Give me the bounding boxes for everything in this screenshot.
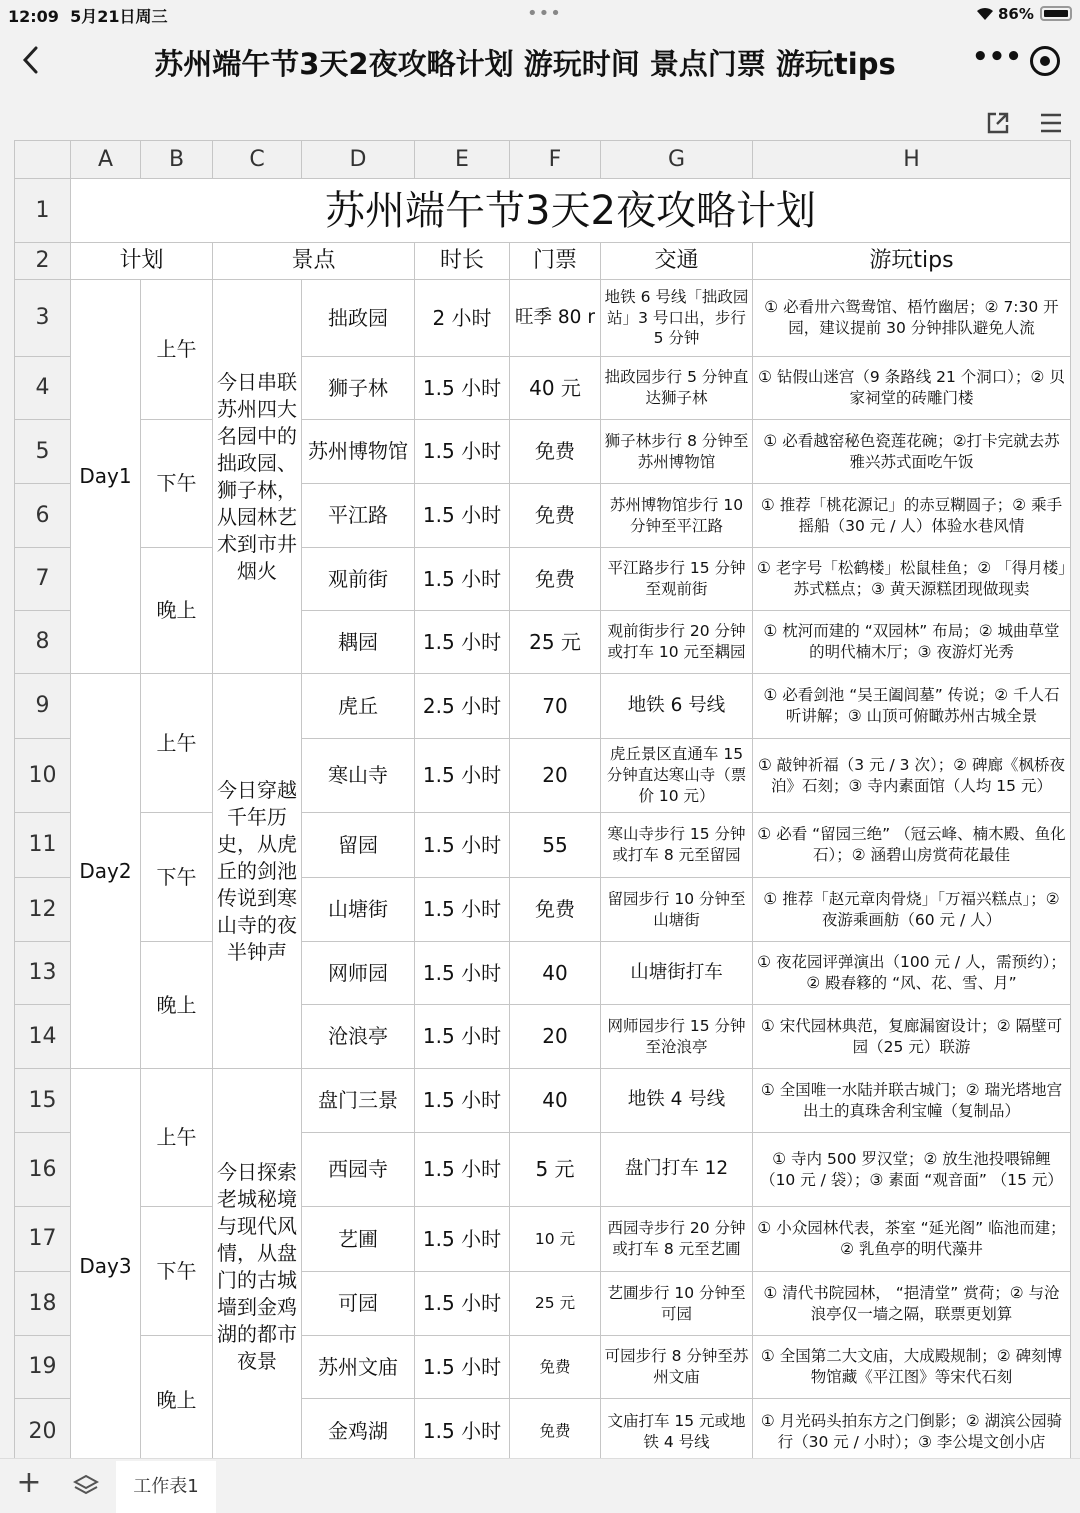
transport-cell[interactable]: 苏州博物馆步行 10 分钟至平江路 [601,484,753,548]
row-number[interactable]: 13 [15,942,71,1005]
row-number[interactable]: 18 [15,1272,71,1336]
sheet-title-cell[interactable]: 苏州端午节3天2夜攻略计划 [71,179,1071,243]
duration-cell[interactable]: 1.5 小时 [415,1207,510,1272]
spot-cell[interactable]: 留园 [302,813,415,878]
ticket-cell[interactable]: 免费 [510,484,601,548]
row-number[interactable]: 3 [15,280,71,357]
add-sheet-button[interactable]: + [16,1465,42,1500]
transport-cell[interactable]: 地铁 6 号线 [601,674,753,739]
spot-cell[interactable]: 苏州博物馆 [302,420,415,484]
ticket-cell[interactable]: 40 元 [510,357,601,420]
header-ticket[interactable]: 门票 [510,243,601,280]
menu-icon[interactable] [1038,110,1064,136]
period-cell[interactable]: 下午 [141,813,213,942]
tips-cell[interactable]: ① 全国唯一水陆并联古城门；② 瑞光塔地宫出土的真珠舍利宝幢（复制品） [753,1069,1071,1133]
battery-icon [1040,6,1072,21]
column-header[interactable]: F [510,141,601,179]
row-number[interactable]: 14 [15,1005,71,1069]
tips-cell[interactable]: ① 钻假山迷宫（9 条路线 21 个洞口）；② 贝家祠堂的砖雕门楼 [753,357,1071,420]
ticket-cell[interactable]: 25 元 [510,611,601,674]
spot-cell[interactable]: 耦园 [302,611,415,674]
row-number[interactable]: 4 [15,357,71,420]
column-header[interactable]: A [71,141,141,179]
spot-cell[interactable]: 拙政园 [302,280,415,357]
tips-cell[interactable]: ① 清代书院园林， “挹清堂” 赏荷；② 与沧浪亭仅一墙之隔，联票更划算 [753,1272,1071,1336]
sheet-tab-bar [0,1458,1080,1513]
row-number[interactable]: 6 [15,484,71,548]
spreadsheet[interactable] [14,140,1071,1465]
spot-cell[interactable]: 盘门三景 [302,1069,415,1133]
row-number[interactable]: 9 [15,674,71,739]
status-time: 12:09 5月21日周三 [8,7,168,26]
row-number[interactable]: 5 [15,420,71,484]
ticket-cell[interactable]: 25 元 [510,1272,601,1336]
row-number[interactable]: 20 [15,1399,71,1465]
period-cell[interactable]: 下午 [141,1207,213,1336]
ticket-cell[interactable]: 20 [510,1005,601,1069]
period-cell[interactable]: 上午 [141,674,213,813]
tips-cell[interactable]: ① 夜花园评弹演出（100 元 / 人，需预约）；② 殿春簃的 “风、花、雪、月” [753,942,1071,1005]
duration-cell[interactable]: 1.5 小时 [415,878,510,942]
transport-cell[interactable]: 留园步行 10 分钟至山塘街 [601,878,753,942]
row-number[interactable]: 17 [15,1207,71,1272]
transport-cell[interactable]: 山塘街打车 [601,942,753,1005]
transport-cell[interactable]: 网师园步行 15 分钟至沧浪亭 [601,1005,753,1069]
row-number[interactable]: 12 [15,878,71,942]
spot-cell[interactable]: 虎丘 [302,674,415,739]
spot-cell[interactable]: 可园 [302,1272,415,1336]
spot-cell[interactable]: 艺圃 [302,1207,415,1272]
day-summary-cell[interactable]: 今日串联苏州四大名园中的拙政园、狮子林，从园林艺术到市井烟火 [213,280,302,674]
ticket-cell[interactable]: 70 [510,674,601,739]
back-icon[interactable] [18,42,44,78]
table-row [15,674,1071,739]
header-duration[interactable]: 时长 [415,243,510,280]
tips-cell[interactable]: ① 必看越窑秘色瓷莲花碗；②打卡完就去苏雅兴苏式面吃午饭 [753,420,1071,484]
duration-cell[interactable]: 2.5 小时 [415,674,510,739]
tips-cell[interactable]: ① 必看 “留园三绝” （冠云峰、楠木殿、鱼化石）；② 涵碧山房赏荷花最佳 [753,813,1071,878]
spot-cell[interactable]: 苏州文庙 [302,1336,415,1399]
duration-cell[interactable]: 1.5 小时 [415,942,510,1005]
spot-cell[interactable]: 山塘街 [302,878,415,942]
tips-cell[interactable]: ① 敲钟祈福（3 元 / 3 次）；② 碑廊《枫桥夜泊》石刻；③ 寺内素面馆（人均 15 元） [753,739,1071,813]
spot-cell[interactable]: 西园寺 [302,1133,415,1207]
ticket-cell[interactable]: 旺季 80 r [510,280,601,357]
row-number[interactable]: 1 [15,179,71,243]
ticket-cell[interactable]: 5 元 [510,1133,601,1207]
row-number[interactable]: 11 [15,813,71,878]
spot-cell[interactable]: 金鸡湖 [302,1399,415,1465]
tips-cell[interactable]: ① 小众园林代表，茶室 “延光阁” 临池而建；② 乳鱼亭的明代藻井 [753,1207,1071,1272]
ticket-cell[interactable]: 40 [510,1069,601,1133]
transport-cell[interactable]: 拙政园步行 5 分钟直达狮子林 [601,357,753,420]
sheet-tab[interactable]: 工作表1 [116,1461,216,1513]
duration-cell[interactable]: 1.5 小时 [415,357,510,420]
period-cell[interactable]: 上午 [141,280,213,420]
spot-cell[interactable]: 平江路 [302,484,415,548]
ticket-cell[interactable]: 10 元 [510,1207,601,1272]
row-number[interactable]: 8 [15,611,71,674]
battery-percent: 86% [998,5,1034,23]
row-number[interactable]: 2 [15,243,71,280]
nav-bar [0,28,1080,98]
ticket-cell[interactable]: 20 [510,739,601,813]
table-row [15,1336,1071,1399]
row-number[interactable]: 10 [15,739,71,813]
transport-cell[interactable]: 盘门打车 12 [601,1133,753,1207]
duration-cell[interactable]: 1.5 小时 [415,611,510,674]
period-cell[interactable]: 下午 [141,420,213,548]
spot-cell[interactable]: 观前街 [302,548,415,611]
spot-cell[interactable]: 狮子林 [302,357,415,420]
table-row [15,1069,1071,1133]
duration-cell[interactable]: 1.5 小时 [415,1336,510,1399]
table-row [15,813,1071,878]
tips-cell[interactable]: ① 宋代园林典范，复廊漏窗设计；② 隔壁可园（25 元）联游 [753,1005,1071,1069]
ticket-cell[interactable]: 免费 [510,1399,601,1465]
ticket-cell[interactable]: 免费 [510,548,601,611]
spot-cell[interactable]: 网师园 [302,942,415,1005]
duration-cell[interactable]: 1.5 小时 [415,1005,510,1069]
corner-cell[interactable] [15,141,71,179]
page-title: 苏州端午节3天2夜攻略计划 游玩时间 景点门票 游玩tips [154,47,896,81]
tips-cell[interactable]: ① 推荐「桃花源记」的赤豆糊圆子；② 乘手摇船（30 元 / 人）体验水巷风情 [753,484,1071,548]
table-row [15,280,1071,357]
ticket-cell[interactable]: 免费 [510,1336,601,1399]
table-row [15,420,1071,484]
column-header[interactable]: G [601,141,753,179]
more-icon[interactable]: ••• [972,42,1022,72]
tips-cell[interactable]: ① 全国第二大文庙，大成殿规制；② 碑刻博物馆藏《平江图》等宋代石刻 [753,1336,1071,1399]
header-plan[interactable]: 计划 [71,243,213,280]
transport-cell[interactable]: 艺圃步行 10 分钟至可园 [601,1272,753,1336]
row-number[interactable]: 15 [15,1069,71,1133]
ticket-cell[interactable]: 免费 [510,878,601,942]
header-transport[interactable]: 交通 [601,243,753,280]
tips-cell[interactable]: ① 必看卅六鸳鸯馆、梧竹幽居；② 7:30 开园，建议提前 30 分钟排队避免人流 [753,280,1071,357]
duration-cell[interactable]: 1.5 小时 [415,484,510,548]
transport-cell[interactable]: 地铁 4 号线 [601,1069,753,1133]
duration-cell[interactable]: 1.5 小时 [415,1399,510,1465]
period-cell[interactable]: 晚上 [141,548,213,674]
transport-cell[interactable]: 寒山寺步行 15 分钟或打车 8 元至留园 [601,813,753,878]
duration-cell[interactable]: 2 小时 [415,280,510,357]
toolbar [0,98,1080,140]
header-tips[interactable]: 游玩tips [753,243,1071,280]
tips-cell[interactable]: ① 枕河而建的 “双园林” 布局；② 城曲草堂的明代楠木厅；③ 夜游灯光秀 [753,611,1071,674]
duration-cell[interactable]: 1.5 小时 [415,1069,510,1133]
duration-cell[interactable]: 1.5 小时 [415,1272,510,1336]
share-icon[interactable] [985,110,1011,136]
tips-cell[interactable]: ① 月光码头拍东方之门倒影；② 湖滨公园骑行（30 元 / 小时）；③ 李公堤文创小店 [753,1399,1071,1465]
spot-cell[interactable]: 沧浪亭 [302,1005,415,1069]
transport-cell[interactable]: 文庙打车 15 元或地铁 4 号线 [601,1399,753,1465]
wifi-icon [975,5,995,21]
duration-cell[interactable]: 1.5 小时 [415,739,510,813]
transport-cell[interactable]: 平江路步行 15 分钟至观前街 [601,548,753,611]
transport-cell[interactable]: 观前街步行 20 分钟或打车 10 元至耦园 [601,611,753,674]
transport-cell[interactable]: 虎丘景区直通车 15 分钟直达寒山寺（票价 10 元） [601,739,753,813]
header-spot[interactable]: 景点 [213,243,415,280]
duration-cell[interactable]: 1.5 小时 [415,548,510,611]
column-header[interactable]: C [213,141,302,179]
period-cell[interactable]: 上午 [141,1069,213,1207]
day-cell[interactable]: Day2 [71,674,141,1069]
transport-cell[interactable]: 西园寺步行 20 分钟或打车 8 元至艺圃 [601,1207,753,1272]
row-number[interactable]: 7 [15,548,71,611]
tips-cell[interactable]: ① 推荐「赵元章肉骨烧」「万福兴糕点」；② 夜游乘画舫（60 元 / 人） [753,878,1071,942]
transport-cell[interactable]: 地铁 6 号线「拙政园站」3 号口出，步行 5 分钟 [601,280,753,357]
table-row [15,942,1071,1005]
ticket-cell[interactable]: 免费 [510,420,601,484]
row-number[interactable]: 19 [15,1336,71,1399]
spot-cell[interactable]: 寒山寺 [302,739,415,813]
duration-cell[interactable]: 1.5 小时 [415,813,510,878]
day-cell[interactable]: Day3 [71,1069,141,1465]
ticket-cell[interactable]: 40 [510,942,601,1005]
row-number[interactable]: 16 [15,1133,71,1207]
column-header[interactable]: D [302,141,415,179]
duration-cell[interactable]: 1.5 小时 [415,1133,510,1207]
day-cell[interactable]: Day1 [71,280,141,674]
duration-cell[interactable]: 1.5 小时 [415,420,510,484]
status-bar [0,0,1080,28]
table-row [15,548,1071,611]
multitask-dots-icon[interactable]: ••• [527,3,562,24]
period-cell[interactable]: 晚上 [141,942,213,1069]
ticket-cell[interactable]: 55 [510,813,601,878]
column-header[interactable]: B [141,141,213,179]
column-header[interactable]: H [753,141,1071,179]
table-row [15,1207,1071,1272]
column-header-row [15,141,1071,179]
close-miniprogram-icon[interactable] [1030,46,1060,76]
day-summary-cell[interactable]: 今日穿越千年历史，从虎丘的剑池传说到寒山寺的夜半钟声 [213,674,302,1069]
day-summary-cell[interactable]: 今日探索老城秘境与现代风情，从盘门的古城墙到金鸡湖的都市夜景 [213,1069,302,1465]
tips-cell[interactable]: ① 必看剑池 “吴王阖闾墓” 传说；② 千人石听讲解；③ 山顶可俯瞰苏州古城全景 [753,674,1071,739]
tips-cell[interactable]: ① 老字号「松鹤楼」松鼠桂鱼；② 「得月楼」苏式糕点；③ 黄天源糕团现做现卖 [753,548,1071,611]
layers-icon[interactable] [73,1473,99,1499]
tips-cell[interactable]: ① 寺内 500 罗汉堂；② 放生池投喂锦鲤（10 元 / 袋）；③ 素面 “观音面” （15 元） [753,1133,1071,1207]
transport-cell[interactable]: 可园步行 8 分钟至苏州文庙 [601,1336,753,1399]
transport-cell[interactable]: 狮子林步行 8 分钟至苏州博物馆 [601,420,753,484]
period-cell[interactable]: 晚上 [141,1336,213,1465]
column-header[interactable]: E [415,141,510,179]
